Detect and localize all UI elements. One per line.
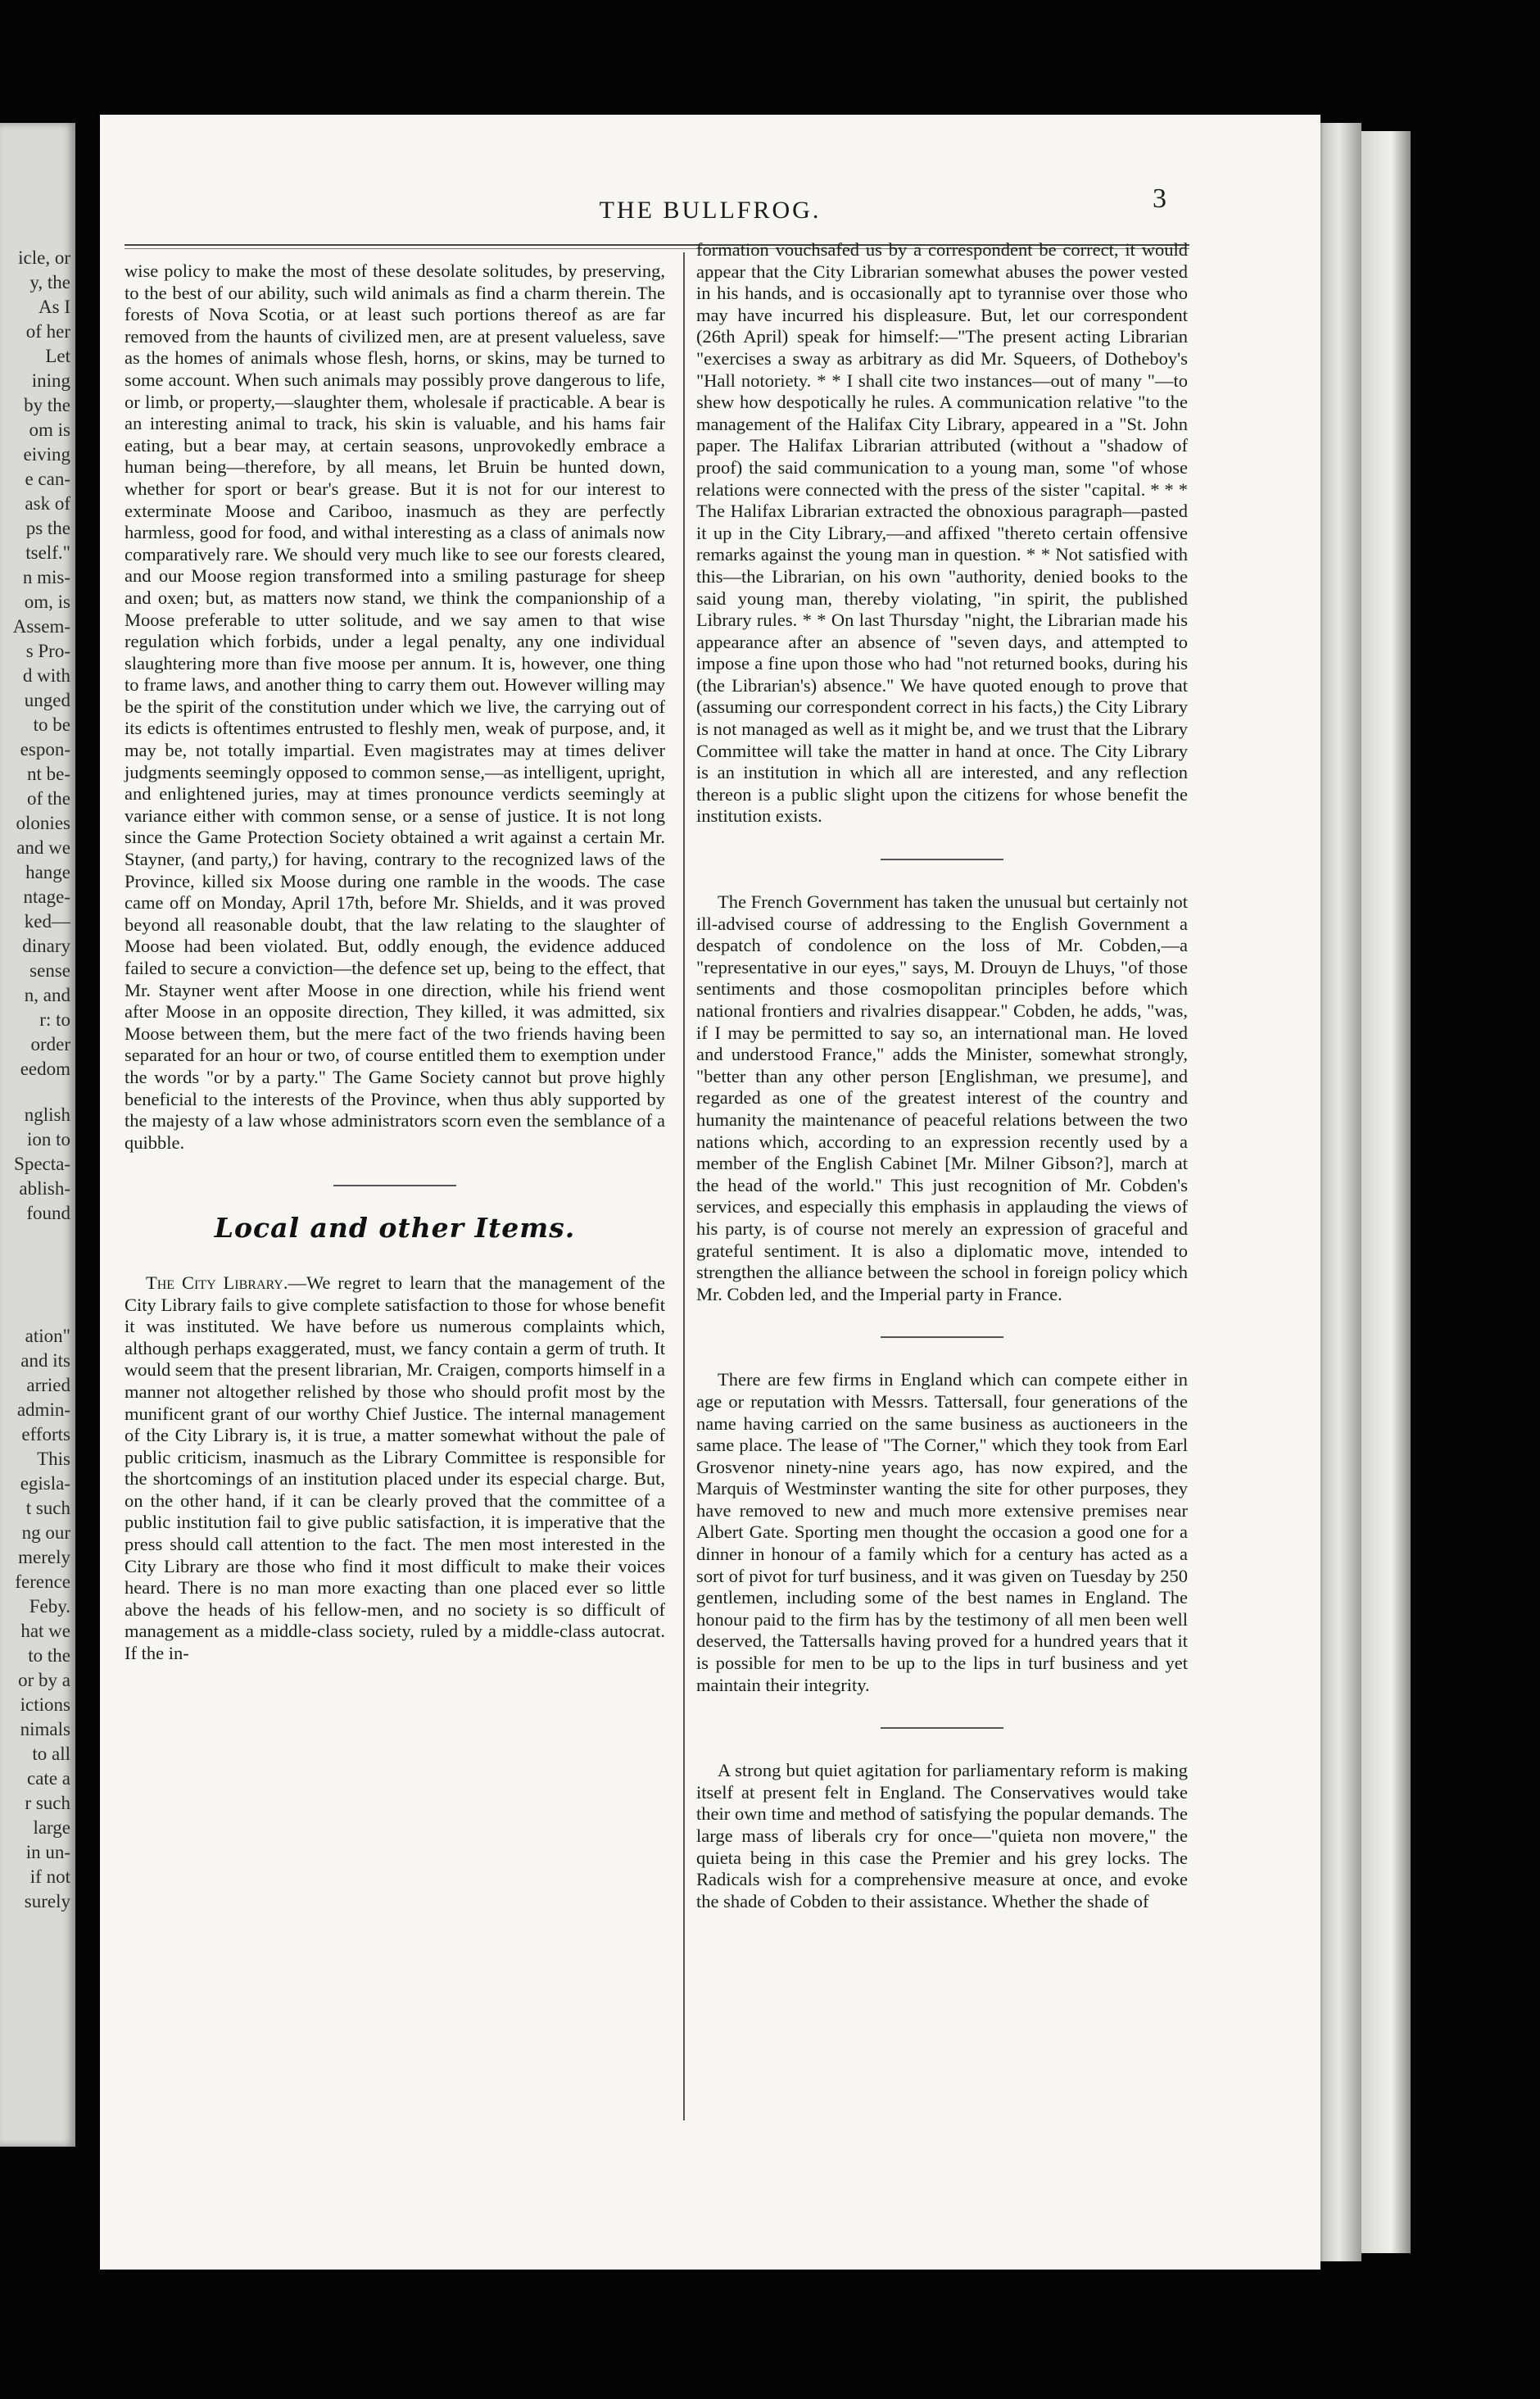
- previous-page-text-fragment: and its: [20, 1350, 70, 1371]
- previous-page-text-fragment: eiving: [23, 444, 70, 465]
- previous-page-text-fragment: y, the: [29, 272, 70, 293]
- section-separator: [881, 1336, 1003, 1338]
- page-edge-back: [1361, 131, 1411, 2253]
- previous-page-text-fragment: ference: [15, 1571, 70, 1592]
- previous-page-text-fragment: ining: [31, 370, 70, 391]
- previous-page-text-fragment: n mis-: [22, 567, 70, 587]
- article-lead-in: The City Library.: [146, 1272, 288, 1293]
- previous-page-text-fragment: hat we: [20, 1621, 70, 1641]
- tattersall-article: There are few firms in England which can compete either in age or reputation with Messrs. Tattersall, four generations of the name having carried on the same business as auctioneers in the same place. The lease of "The Corner," which they took from Earl Grosvenor ninety-nine years ago, has now expired, and the Marquis of Westminster wanting the site for other purposes, they have removed to new and much more extensive premises near Albert Gate. Sporting men thought the occasion a good one for a dinner in honour of a family which for a century has acted as a sort of pivot for turf business, and it was given on Tuesday by 250 gentlemen, including some of the best names in England. The honour paid to the firm has by the testimony of all men been well deserved, the Tattersalls having proved for a hundred years that it is possible for men to be up to the lips in turf business and yet maintain their integrity.: [696, 1369, 1188, 1695]
- page-number: 3: [1153, 184, 1166, 214]
- previous-page-text-fragment: r such: [25, 1793, 70, 1813]
- previous-page-text-fragment: nglish: [24, 1104, 70, 1125]
- previous-page-text-fragment: efforts: [21, 1424, 70, 1444]
- section-separator: [881, 859, 1003, 860]
- previous-page-text-fragment: order: [30, 1034, 70, 1054]
- previous-page-text-fragment: Specta-: [14, 1154, 70, 1174]
- previous-page-text-fragment: ps the: [25, 518, 70, 538]
- previous-page-text-fragment: r: to: [39, 1009, 70, 1030]
- left-column: [125, 261, 665, 1665]
- previous-page-text-fragment: of her: [25, 321, 70, 342]
- column-divider: [683, 252, 685, 2120]
- previous-page-text-fragment: As I: [38, 297, 70, 317]
- library-article-body: —We regret to learn that the management of the City Library fails to give complete satisfaction to those for whose benefit it was instituted. We have before us numerous complaints which, although perhaps exaggerated, must, we fancy contain a germ of truth. It would seem that the present librarian, Mr. Craigen, comports himself in a manner not altogether relished by those who should profit most by the munificent grant of our worthy Chief Justice. The internal management of the City Library is, it is true, a matter somewhat without the pale of public criticism, inasmuch as the Library Committee is responsible for the shortcomings of an institution placed under its especial charge. But, on the other hand, if it can be clearly proved that the committee of a public institution fail to give public satisfaction, it is imperative that the press should call attention to the fact. The men most interested in the City Library are those who find it most difficult to make their voices heard. There is no man more exacting than one placed ever so little above the heads of his fellow-men, and no society is so difficult of management as a middle-class society, ruled by a middle-class autocrat. If the in-: [125, 1272, 665, 1664]
- previous-page-text-fragment: egisla-: [20, 1473, 70, 1494]
- previous-page-text-fragment: ntage-: [23, 887, 70, 907]
- previous-page-text-fragment: admin-: [16, 1399, 70, 1420]
- previous-page-text-fragment: and we: [16, 837, 70, 858]
- previous-page-text-fragment: Let: [45, 346, 70, 366]
- previous-page-text-fragment: merely: [18, 1547, 70, 1567]
- previous-page-text-fragment: dinary: [22, 936, 70, 956]
- section-separator: [333, 1185, 456, 1186]
- page-edge: [1320, 123, 1361, 2261]
- previous-page-text-fragment: tself.": [25, 542, 70, 563]
- previous-page-text-fragment: ictions: [20, 1694, 70, 1715]
- previous-page-text-fragment: arried: [26, 1375, 70, 1395]
- previous-page-text-fragment: nt be-: [26, 764, 70, 784]
- previous-page-text-fragment: nimals: [20, 1719, 70, 1739]
- previous-page-text-fragment: found: [26, 1203, 70, 1223]
- previous-page-text-fragment: icle, or: [18, 247, 70, 268]
- previous-page-text-fragment: if not: [29, 1866, 70, 1887]
- library-article-continued: formation vouchsafed us by a correspondent be correct, it would appear that the City Librarian somewhat abuses the power vested in his hands, and is occasionally apt to tyrannise over those who may have incurred his displeasure. But, let our correspondent (26th April) speak for himself:—"The present acting Librarian "exercises a sway as arbitrary as did Mr. Squeers, of Dotheboy's "Hall notoriety. * * I shall cite two instances—out of many "—to shew how despotically he rules. A communication relative "to the management of the Halifax City Library, appeared in a "St. John paper. The Halifax Librarian attributed (without a "shadow of proof) the said communication to a young man, some "of whose relations were connected with the press of the sister "capital. * * * The Halifax Librarian extracted the obnoxious paragraph—pasted it up in the City Library,—and affixed "thereto certain offensive remarks against the young man in question. * * Not satisfied with this—the Librarian, on his own "authority, denied books to the said young man, thereby violating, "in spirit, the published Library rules. * * On last Thursday "night, the Librarian made his appearance after an absence of "seven days, and attempted to impose a fine upon those who had "not returned books, during his (the Librarian's) absence." We have quoted enough to prove that (assuming our correspondent correct in his facts,) the City Library is not managed as well as it might be, and we trust that the Library Committee will take the matter in hand at once. The City Library is an institution in which all are interested, and any reflection thereon is a public slight upon the citizens for whose benefit the institution exists.: [696, 239, 1188, 827]
- previous-page-text-fragment: e can-: [25, 469, 70, 489]
- previous-page-text-fragment: to all: [32, 1744, 70, 1764]
- previous-page-text-fragment: om, is: [24, 592, 70, 612]
- previous-page-text-fragment: s Pro-: [25, 641, 70, 661]
- section-heading: Local and other Items.: [214, 1212, 576, 1245]
- previous-page-text-fragment: ked—: [24, 911, 70, 932]
- masthead-title: THE BULLFROG.: [599, 197, 822, 224]
- moose-article: wise policy to make the most of these desolate solitudes, by preserving, to the best of our ability, such wild animals as find a charm therein. The forests of Nova Scotia, or at least such portions thereof as are far removed from the haunts of civilized men, are at present valueless, save as the homes of animals whose flesh, horns, or skins, may be turned to some account. When such animals may possibly prove dangerous to life, or limb, or property,—slaughter them, wholesale if practicable. A bear is an interesting animal to track, his skin is valuable, and his hams fair eating, but a bear may, at certain seasons, unprovokedly embrace a human being—therefore, by all means, let Bruin be hunted down, whether for sport or bear's grease. But it is not for our interest to exterminate Moose and Cariboo, inasmuch as they are perfectly harmless, good for food, and withal interesting as a class of animals now comparatively rare. We should very much like to see our forests cleared, and our Moose region transformed into a smiling pasturage for sheep and oxen; but, as matters now stand, we think the companionship of a Moose preferable to utter solitude, and we say amen to that wise regulation which forbids, under a legal penalty, any one individual slaughtering more than five moose per annum. It is, however, one thing to frame laws, and another thing to carry them out. However willing may be the spirit of the constitution under which we live, the carrying out of its edicts is oftentimes entrusted to fleshly men, weak of purpose, and, it may be, not totally impartial. Even magistrates may at times deliver judgments seemingly opposed to common sense,—as intelligent, upright, and enlightened juries, may at times pronounce verdicts seemingly at variance either with common sense, or a sense of justice. It is not long since the Game Protection Society obtained a writ against a certain Mr. Stayner, (and party,) for having, contrary to the recognized laws of the Province, killed six Moose during one ramble in the woods. The case came off on Monday, April 17th, before Mr. Shields, and it was proved beyond all reasonable doubt, that the law relating to the slaughter of Moose had been violated. But, oddly enough, the evidence adduced failed to secure a conviction—the defence set up, being to the effect, that Mr. Stayner went after Moose in one direction, while his friend went after Moose in an opposite direction, They killed, it was admitted, six Moose between them, but the mere fact of the two friends having been separated for an hour or two, of course entitled them to exemption under the words "or by a party." The Game Society cannot but prove highly beneficial to the interests of the Province, when thus ably supported by the majesty of a law whose administrators scorn even the semblance of a quibble.: [125, 261, 665, 1153]
- previous-page-text-fragment: surely: [24, 1891, 70, 1911]
- previous-page-text-fragment: ng our: [21, 1522, 70, 1543]
- previous-page-text-fragment: sense: [29, 960, 70, 981]
- previous-page-text-fragment: in un-: [25, 1842, 70, 1862]
- library-article: [125, 1272, 665, 1665]
- previous-page-text-fragment: t such: [25, 1498, 70, 1518]
- previous-page-text-fragment: hange: [25, 862, 70, 882]
- previous-page-text-fragment: to be: [33, 714, 70, 735]
- previous-page-text-fragment: Assem-: [12, 616, 70, 637]
- previous-page-edge: [0, 123, 75, 2147]
- previous-page-text-fragment: n, and: [24, 985, 70, 1005]
- cobden-article: The French Government has taken the unusual but certainly not ill-advised course of addressing to the English Government a despatch of condolence on the loss of Mr. Cobden,—a "representative in our eyes," says, M. Drouyn de Lhuys, "of those sentiments and those cosmopolitan principles before which national frontiers and rivalries disappear." Cobden, he adds, "was, if I may be permitted to say so, an international man. He loved and understood France," adds the Minister, somewhat strongly, "better than any other person [Englishman, we presume], and regarded as one of the greatest interest of the country and humanity the maintenance of peaceful relations between the two nations which, according to an expression recently used by a member of the English Cabinet [Mr. Milner Gibson?], march at the head of the world." This just recognition of Mr. Cobden's services, and especially this emphasis in applauding the views of his party, is of course not merely an expression of graceful and grateful sentiment. It is also a diplomatic move, intended to strengthen the alliance between the school in foreign policy which Mr. Cobden led, and the Imperial party in France.: [696, 891, 1188, 1304]
- previous-page-text-fragment: to the: [28, 1645, 70, 1666]
- previous-page-text-fragment: cate a: [27, 1768, 70, 1789]
- previous-page-text-fragment: ask of: [25, 493, 70, 514]
- previous-page-text-fragment: espon-: [20, 739, 70, 760]
- newspaper-page: [100, 115, 1320, 2270]
- previous-page-text-fragment: unged: [24, 690, 70, 710]
- previous-page-text-fragment: large: [33, 1817, 70, 1838]
- previous-page-text-fragment: ation": [25, 1326, 70, 1346]
- previous-page-text-fragment: ablish-: [19, 1178, 70, 1199]
- previous-page-text-fragment: olonies: [16, 813, 70, 833]
- reform-article: A strong but quiet agitation for parliamentary reform is making itself at present felt in England. The Conservatives would take their own time and method of satisfying the popular demands. The large mass of liberals cry for once—"quieta non movere," the quieta being in this case the Premier and his grey locks. The Radicals wish for a comprehensive measure at once, and evoke the shade of Cobden to their assistance. Whether the shade of: [696, 1760, 1188, 1911]
- previous-page-text-fragment: This: [37, 1449, 70, 1469]
- previous-page-text-fragment: of the: [26, 788, 70, 809]
- previous-page-text-fragment: or by a: [18, 1670, 70, 1690]
- previous-page-text-fragment: d with: [22, 665, 70, 686]
- section-separator: [881, 1727, 1003, 1729]
- previous-page-text-fragment: by the: [24, 395, 70, 415]
- previous-page-text-fragment: Feby.: [29, 1596, 70, 1617]
- right-column: [696, 239, 1188, 1912]
- previous-page-text-fragment: ion to: [26, 1129, 70, 1150]
- previous-page-text-fragment: om is: [29, 419, 70, 440]
- previous-page-text-fragment: eedom: [20, 1059, 70, 1079]
